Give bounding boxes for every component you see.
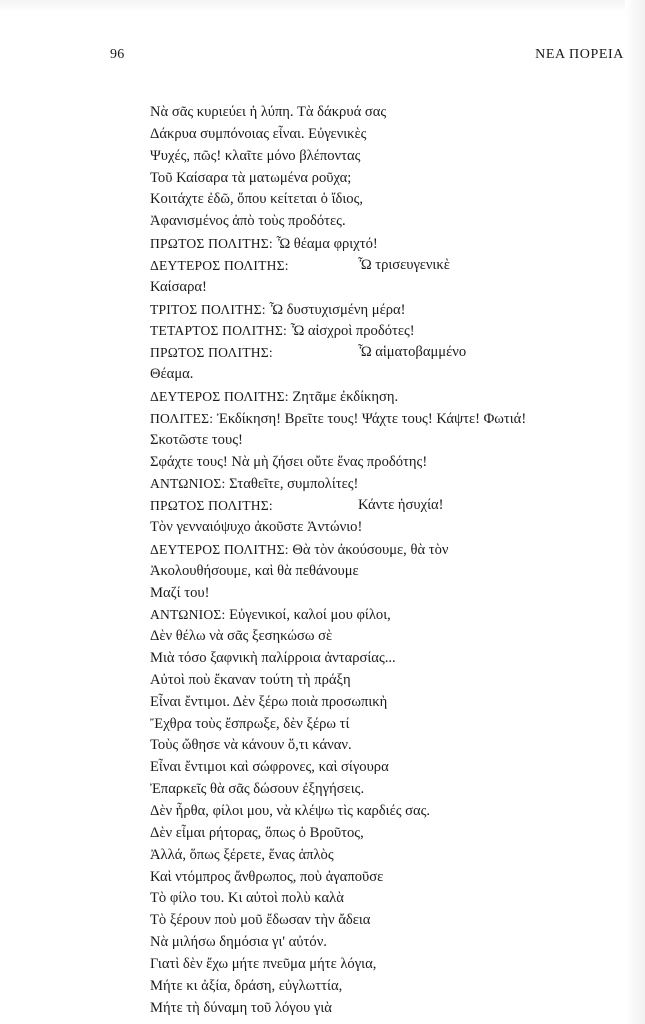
line-text: Ἐκδίκηση! Βρεῖτε τους! Ψάχτε τους! Κάψτε! Φωτιά! [216,410,527,427]
journal-title: ΝΕΑ ΠΟΡΕΙΑ [535,47,624,62]
line-text: Κάντε ἡσυχία! [358,497,444,514]
line-text: Τὸ ξέρουν ποὺ μοῦ ἔδωσαν τὴν ἄδεια [150,912,371,929]
line-text: Ὦ αἱματοβαμμένο [358,344,467,361]
dialogue-line [150,320,620,342]
verse-line [150,735,620,757]
line-text: Εἶναι ἔντιμοι καὶ σώφρονες, καὶ σίγουρα [150,759,389,776]
verse-line [150,757,620,779]
verse-line [150,692,620,714]
speaker-name: ΤΕΤΑΡΤΟΣ ΠΟΛΙΤΗΣ: [150,323,287,339]
speaker-name: ΤΡΙΤΟΣ ΠΟΛΙΤΗΣ: [150,301,266,317]
line-text: Τὸ φίλο του. Κι αὐτοὶ πολὺ καλὰ [150,890,344,907]
line-text: Σκοτῶστε τους! [150,431,243,448]
running-header [110,47,624,67]
line-text: Ἀλλά, ὅπως ξέρετε, ἕνας ἁπλὸς [150,846,334,863]
line-text: Γιατὶ δὲν ἔχω μήτε πνεῦμα μήτε λόγια, [150,955,377,972]
line-text: Μιὰ τόσο ξαφνικὴ παλίρροια ἀνταρσίας... [150,650,396,667]
speaker-name: ΔΕΥΤΕΡΟΣ ΠΟΛΙΤΗΣ: [150,388,289,404]
line-text: Εὐγενικοί, καλοί μου φίλοι, [229,607,391,624]
verse-line [150,998,620,1020]
line-text: Δὲν ἦρθα, φίλοι μου, νὰ κλέψω τὶς καρδιές σας. [150,803,431,819]
line-text: Ὦ θέαμα φριχτό! [276,236,378,253]
dialogue-line [150,386,620,408]
speaker-name: ΑΝΤΩΝΙΟΣ: [150,476,226,492]
verse-line [150,364,620,386]
line-text: Δάκρυα συμπόνοιας εἶναι. Εὐγενικὲς [150,125,367,142]
line-text: Νὰ μιλήσω δημόσια γι' αὐτόν. [150,934,327,951]
page-edge-shadow-right [625,0,645,1024]
line-text: Ψυχές, πῶς! κλαῖτε μόνο βλέποντας [150,147,361,164]
speaker-name: ΠΡΩΤΟΣ ΠΟΛΙΤΗΣ: [150,345,273,361]
verse-line [150,910,620,932]
line-text: Ὦ αἰσχροὶ προδότες! [290,323,415,340]
line-text: Νὰ σᾶς κυριεύει ἡ λύπη. Τὰ δάκρυά σας [150,104,387,120]
verse-line [150,823,620,845]
line-text: Ζητᾶμε ἐκδίκηση. [292,388,399,405]
dialogue-line [150,255,620,277]
speaker-name: ΑΝΤΩΝΙΟΣ: [150,607,226,623]
verse-line [150,670,620,692]
line-text: Δὲν εἶμαι ρήτορας, ὅπως ὁ Βροῦτος, [150,824,364,841]
dialogue-line [150,233,620,255]
line-text: Ἔχθρα τοὺς ἔσπρωξε, δὲν ξέρω τί [150,715,350,732]
speaker-name: ΠΡΩΤΟΣ ΠΟΛΙΤΗΣ: [150,498,273,514]
verse-line [150,888,620,910]
verse-line [150,211,620,233]
line-text: Ἀφανισμένος ἀπὸ τοὺς προδότες. [150,213,346,230]
verse-line [150,583,620,605]
speaker-name: ΠΡΩΤΟΣ ΠΟΛΙΤΗΣ: [150,236,273,252]
page-edge-shadow [0,0,645,12]
dialogue-line [150,408,620,430]
line-text: Ἐπαρκεῖς θὰ σᾶς δώσουν ἐξηγήσεις. [150,781,365,798]
line-text: Τὸν γενναιόψυχο ἀκοῦστε Ἀντώνιο! [150,519,363,536]
verse-line [150,102,620,124]
line-text: Μήτε τὴ δύναμη τοῦ λόγου γιὰ [150,999,332,1016]
line-text: Θέαμα. [150,366,194,383]
dialogue-line [150,495,620,517]
verse-line [150,430,620,452]
verse-line [150,932,620,954]
dialogue-line [150,342,620,364]
line-text: Σφάχτε τους! Νὰ μὴ ζήσει οὔτε ἕνας προδότης! [150,453,428,470]
verse-line [150,124,620,146]
verse-line [150,277,620,299]
poem-text-body [150,102,620,1019]
verse-line [150,845,620,867]
line-text: Θὰ τὸν ἀκούσουμε, θὰ τὸν [292,541,449,558]
speaker-name: ΔΕΥΤΕΡΟΣ ΠΟΛΙΤΗΣ: [150,541,289,557]
line-text: Καίσαρα! [150,278,207,295]
verse-line [150,189,620,211]
line-text: Ὦ δυστυχισμένη μέρα! [269,301,406,318]
verse-line [150,867,620,889]
line-text: Μαζί του! [150,584,210,601]
line-text: Δὲν θέλω νὰ σᾶς ξεσηκώσω σὲ [150,628,333,645]
line-text: Ὦ τρισευγενικὲ [358,256,450,273]
page-number: 96 [110,47,125,62]
line-text: Καὶ ντόμπρος ἄνθρωπος, ποὺ ἀγαποῦσε [150,868,384,885]
speaker-name: ΠΟΛΙΤΕΣ: [150,410,214,426]
verse-line [150,626,620,648]
verse-line [150,561,620,583]
line-text: Τοὺς ὤθησε νὰ κάνουν ὅ,τι κάναν. [150,737,352,754]
line-text: Σταθεῖτε, συμπολίτες! [229,476,359,493]
verse-line [150,714,620,736]
line-text: Εἶναι ἔντιμοι. Δὲν ξέρω ποιὰ προσωπικὴ [150,693,388,710]
verse-line [150,452,620,474]
verse-line [150,168,620,190]
verse-line [150,976,620,998]
dialogue-line [150,539,620,561]
line-text: Κοιτάχτε ἐδῶ, ὅπου κείτεται ὁ ἴδιος, [150,191,364,208]
dialogue-line [150,473,620,495]
verse-line [150,648,620,670]
verse-line [150,146,620,168]
line-text: Αὐτοὶ ποὺ ἔκαναν τούτη τὴ πράξη [150,671,351,688]
speaker-name: ΔΕΥΤΕΡΟΣ ΠΟΛΙΤΗΣ: [150,257,289,273]
verse-line [150,801,620,823]
verse-line [150,954,620,976]
line-text: Μήτε κι ἀξία, δράση, εὐγλωττία, [150,977,343,994]
verse-line [150,517,620,539]
dialogue-line [150,299,620,321]
line-text: Ἀκολουθήσουμε, καὶ θὰ πεθάνουμε [150,562,359,579]
dialogue-line [150,604,620,626]
line-text: Τοῦ Καίσαρα τὰ ματωμένα ροῦχα; [150,169,352,186]
verse-line [150,779,620,801]
